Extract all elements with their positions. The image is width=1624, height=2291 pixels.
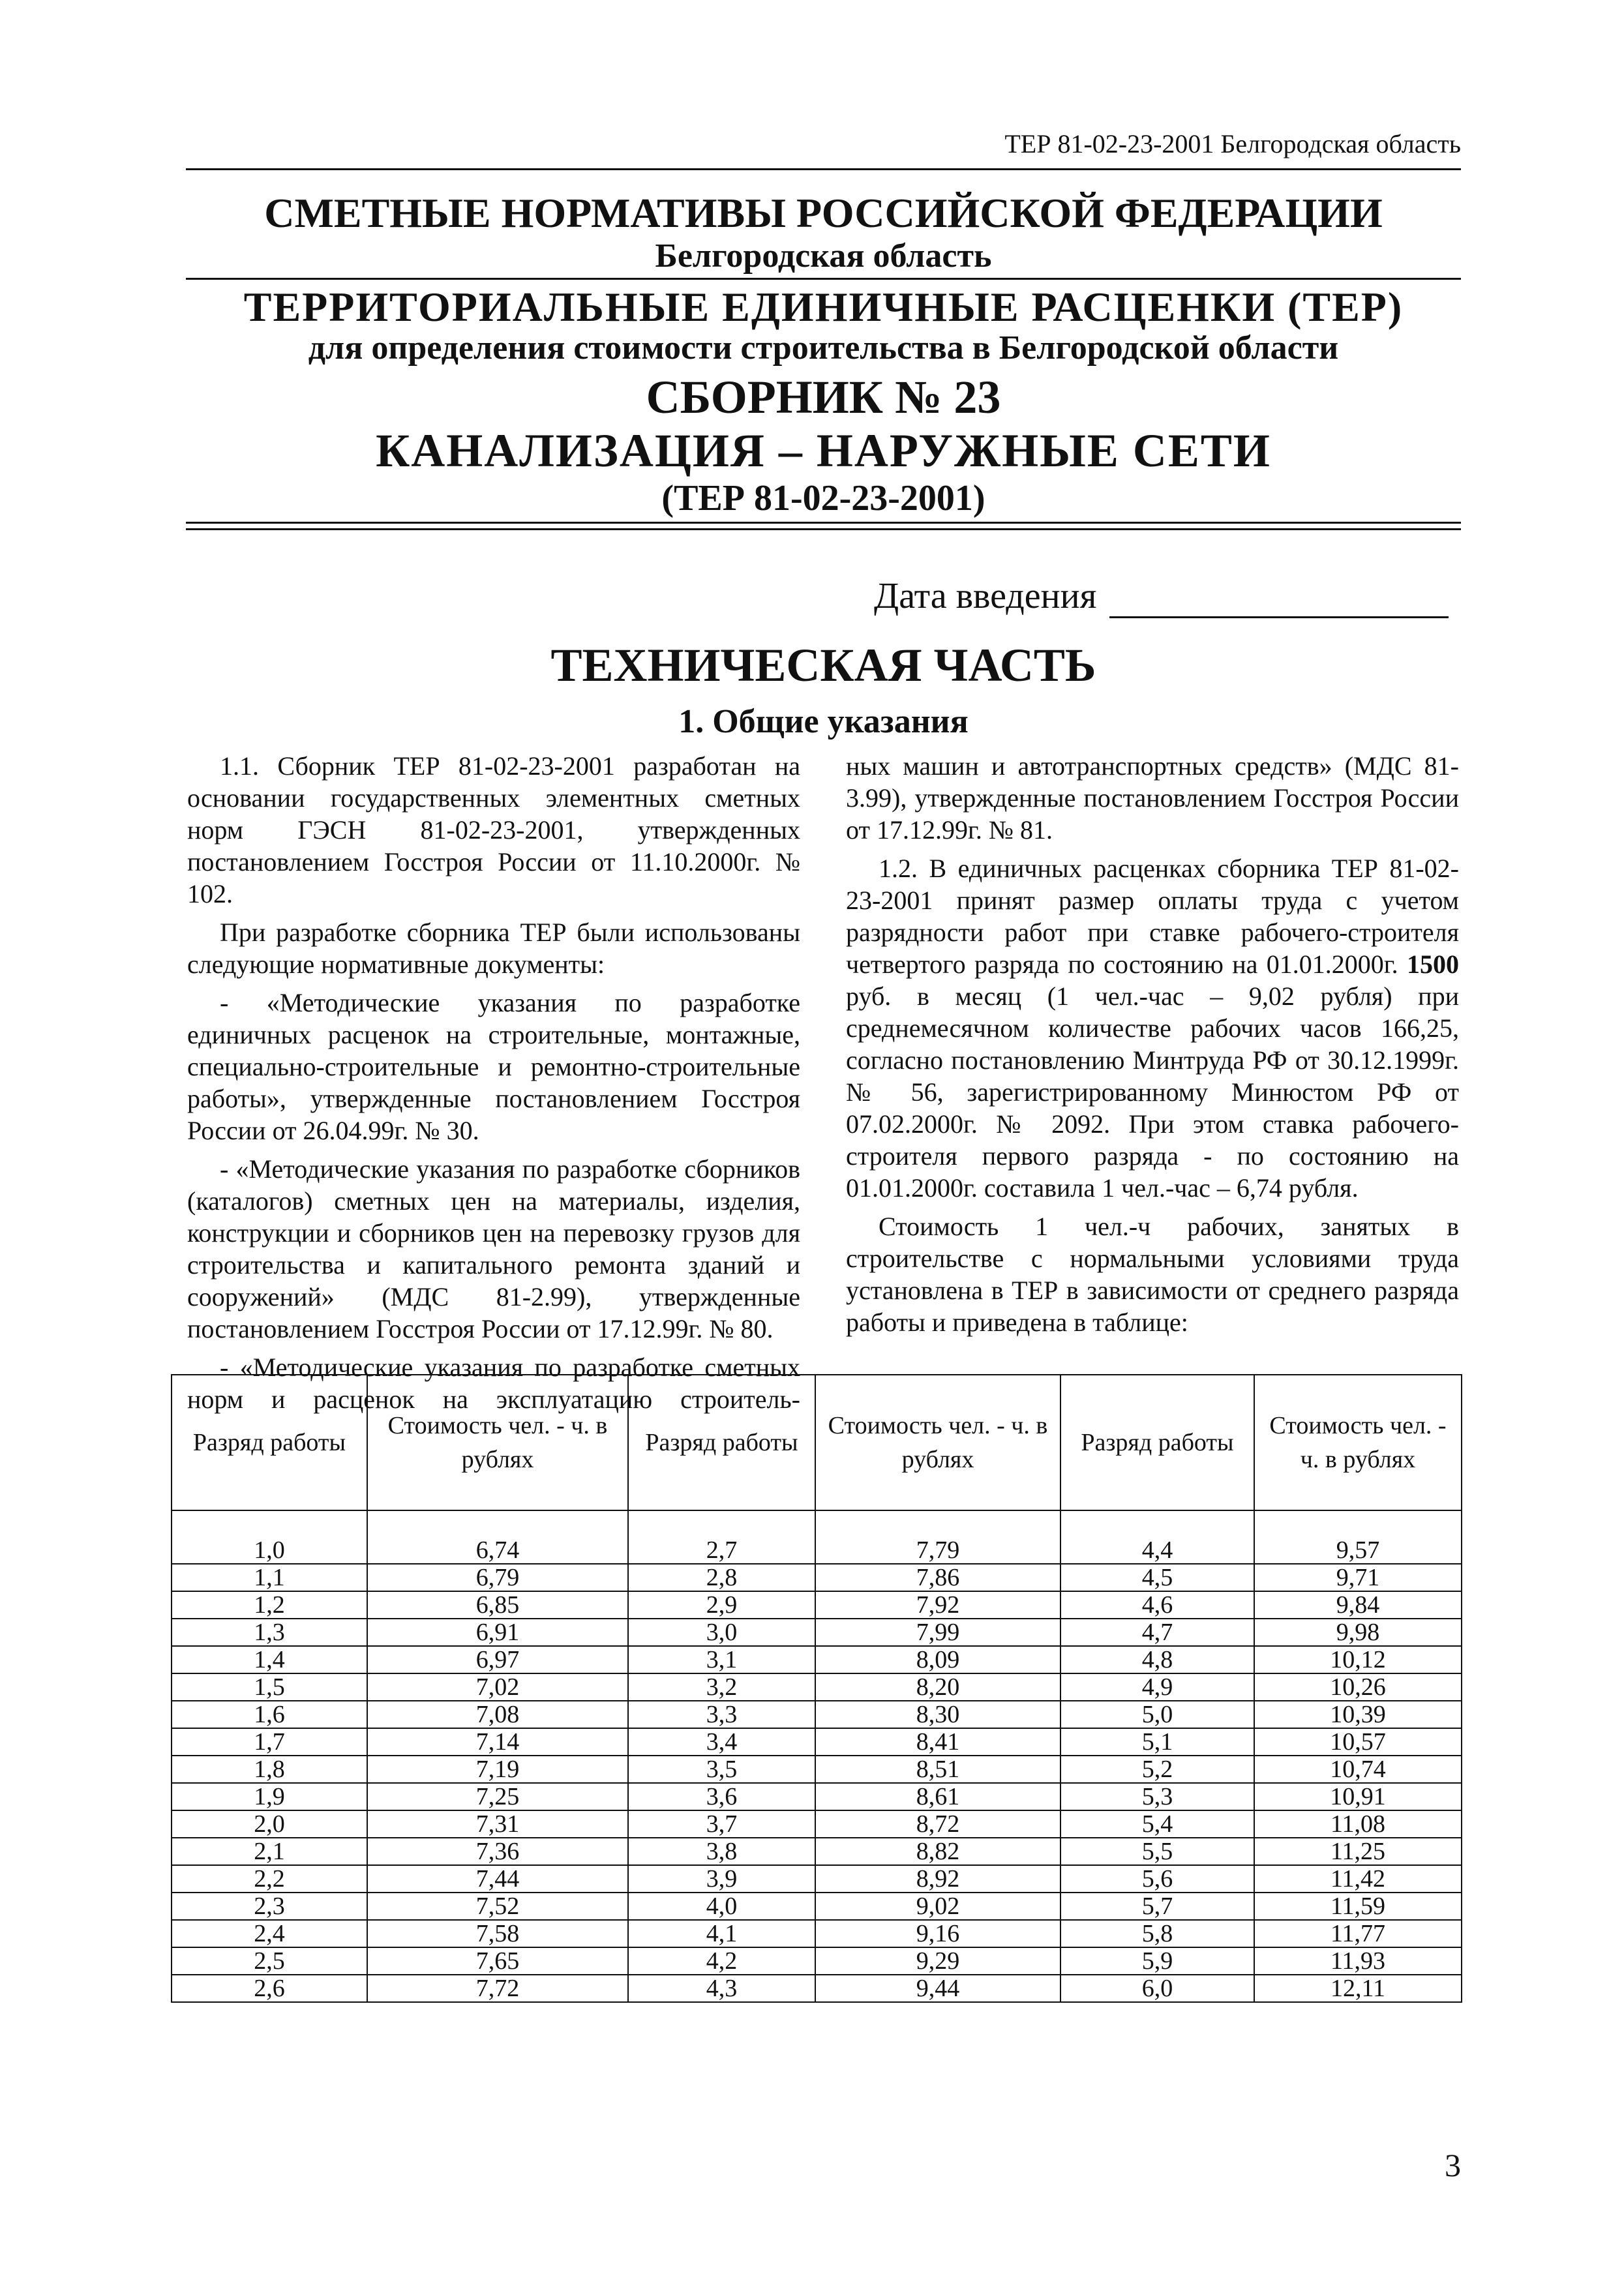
cost-cell: 10,91 (1254, 1783, 1462, 1810)
grade-cell: 2,9 (628, 1591, 815, 1619)
column-header: Разряд работы (172, 1375, 367, 1510)
salary-amount: 1500 (1407, 950, 1460, 979)
grade-cell: 1,1 (172, 1564, 367, 1591)
cost-cell: 11,08 (1254, 1810, 1462, 1838)
table-row (172, 1838, 1462, 1865)
paragraph: - «Методические указания по разработке сметных норм и расценок на эксплуатацию строитель- (187, 1353, 800, 1414)
title-subject: КАНАЛИЗАЦИЯ – НАРУЖНЫЕ СЕТИ (376, 425, 1271, 477)
column-header: Стоимость чел. - ч. в рублях (815, 1375, 1060, 1510)
cost-cell: 8,41 (815, 1728, 1060, 1756)
table-header-row (172, 1375, 1462, 1510)
grade-cell: 2,2 (172, 1865, 367, 1893)
grade-cell: 1,4 (172, 1646, 367, 1673)
grade-cell: 3,9 (628, 1865, 815, 1893)
grade-cell: 2,4 (172, 1920, 367, 1947)
table-row (172, 1893, 1462, 1920)
grade-cell: 4,9 (1060, 1673, 1254, 1701)
cost-cell: 8,20 (815, 1673, 1060, 1701)
title-ter: ТЕРРИТОРИАЛЬНЫЕ ЕДИНИЧНЫЕ РАСЦЕНКИ (ТЕР) (243, 284, 1404, 330)
cost-cell: 10,26 (1254, 1673, 1462, 1701)
grade-cell: 5,7 (1060, 1893, 1254, 1920)
cost-cell: 8,30 (815, 1701, 1060, 1728)
cost-cell: 7,25 (367, 1783, 628, 1810)
grade-cell: 1,5 (172, 1673, 367, 1701)
table-row (172, 1783, 1462, 1810)
grade-cell: 5,9 (1060, 1947, 1254, 1975)
cost-cell: 8,51 (815, 1756, 1060, 1783)
cost-cell: 7,02 (367, 1673, 628, 1701)
grade-cell: 5,1 (1060, 1728, 1254, 1756)
cost-cell: 6,79 (367, 1564, 628, 1591)
grade-cell: 5,0 (1060, 1701, 1254, 1728)
table-row (172, 1564, 1462, 1591)
cost-cell: 8,09 (815, 1646, 1060, 1673)
grade-cell: 3,1 (628, 1646, 815, 1673)
text-column-right (846, 750, 1459, 1345)
table-row (172, 1947, 1462, 1975)
table-row (172, 1810, 1462, 1838)
cost-cell: 7,86 (815, 1564, 1060, 1591)
paragraph: - «Методические указания по разработке единичных расценок на строительные, монтажные, специально-строительные и ремонтно-строительные работы», утвержденные постановлением Госстроя России от 26.04.99г. № 30. (187, 988, 800, 1145)
table-row (172, 1865, 1462, 1893)
grade-cell: 1,9 (172, 1783, 367, 1810)
grade-cell: 5,2 (1060, 1756, 1254, 1783)
title-collection: СБОРНИК № 23 (646, 371, 1001, 423)
title-code: (ТЕР 81-02-23-2001) (661, 478, 985, 518)
grade-cell: 2,6 (172, 1975, 367, 2002)
intro-date-label: Дата введения (874, 576, 1097, 616)
grade-cell: 3,7 (628, 1810, 815, 1838)
cost-cell: 9,16 (815, 1920, 1060, 1947)
region-rule (186, 278, 1461, 280)
grade-cell: 4,7 (1060, 1619, 1254, 1646)
table-row (172, 1673, 1462, 1701)
grade-cell: 4,3 (628, 1975, 815, 2002)
cost-cell: 6,85 (367, 1591, 628, 1619)
column-header: Стоимость чел. - ч. в рублях (367, 1375, 628, 1510)
cost-cell: 10,74 (1254, 1756, 1462, 1783)
cost-cell: 7,92 (815, 1591, 1060, 1619)
grade-cell: 1,3 (172, 1619, 367, 1646)
grade-cell: 1,0 (172, 1537, 367, 1564)
grade-cell: 1,8 (172, 1756, 367, 1783)
cost-cell: 7,99 (815, 1619, 1060, 1646)
section-title: 1. Общие указания (678, 703, 969, 740)
table-row (172, 1619, 1462, 1646)
grade-cell: 4,0 (628, 1893, 815, 1920)
cost-cell: 10,39 (1254, 1701, 1462, 1728)
cost-cell: 8,61 (815, 1783, 1060, 1810)
grade-cell: 1,7 (172, 1728, 367, 1756)
cost-cell: 7,19 (367, 1756, 628, 1783)
grade-cell: 2,0 (172, 1810, 367, 1838)
column-header: Стоимость чел. - ч. в рублях (1254, 1375, 1462, 1510)
paragraph: 1.1. Сборник ТЕР 81-02-23-2001 разработан на основании государственных элементных сметных норм ГЭСН 81-02-23-2001, утвержденных постановлением Госстроя России от 11.10.2000г. № 102. (187, 751, 800, 908)
header-rule (186, 168, 1461, 170)
column-header: Разряд работы (628, 1375, 815, 1510)
cost-cell: 9,44 (815, 1975, 1060, 2002)
grade-cell: 4,1 (628, 1920, 815, 1947)
cost-cell: 7,31 (367, 1810, 628, 1838)
title-double-rule-bottom (186, 528, 1461, 530)
page-number: 3 (1445, 2147, 1461, 2183)
cost-cell: 7,79 (815, 1537, 1060, 1564)
grade-cell: 4,5 (1060, 1564, 1254, 1591)
grade-cell: 3,8 (628, 1838, 815, 1865)
tech-part-title: ТЕХНИЧЕСКАЯ ЧАСТЬ (550, 639, 1096, 691)
intro-date-blank (1109, 585, 1449, 618)
table-row (172, 1591, 1462, 1619)
paragraph-1-2 (846, 852, 1459, 1204)
cost-cell: 11,25 (1254, 1838, 1462, 1865)
grade-cell: 5,6 (1060, 1865, 1254, 1893)
cost-cell: 11,77 (1254, 1920, 1462, 1947)
grade-cell: 2,8 (628, 1564, 815, 1591)
title-region: Белгородская область (655, 237, 992, 275)
text-span: 1.2. В единичных расценках сборника ТЕР 81-02-23-2001 принят размер оплаты труда с учетом разрядности работ при ставке рабочего-строителя четвертого разряда по состоянию на 01.01.2000г. (846, 854, 1459, 979)
grade-cell: 1,6 (172, 1701, 367, 1728)
paragraph: - «Методические указания по разработке сборников (каталогов) сметных цен на материалы, изделия, конструкции и сборников цен на перевозку грузов для строительства и капитального ремонта зданий и сооружений» (МДС 81-2.99), утвержденные постановлением Госстроя России от 17.12.99г. № 80. (187, 1154, 800, 1343)
cost-cell: 11,42 (1254, 1865, 1462, 1893)
column-header: Разряд работы (1060, 1375, 1254, 1510)
cost-cell: 9,02 (815, 1893, 1060, 1920)
cost-cell: 8,82 (815, 1838, 1060, 1865)
table-row (172, 1920, 1462, 1947)
paragraph: При разработке сборника ТЕР были использованы следующие нормативные документы: (187, 918, 800, 979)
cost-cell: 9,29 (815, 1947, 1060, 1975)
grade-cell: 2,3 (172, 1893, 367, 1920)
cost-cell: 7,72 (367, 1975, 628, 2002)
title-standards: СМЕТНЫЕ НОРМАТИВЫ РОССИЙСКОЙ ФЕДЕРАЦИИ (264, 190, 1383, 236)
grade-cell: 3,2 (628, 1673, 815, 1701)
grade-cell: 4,2 (628, 1947, 815, 1975)
table-row (172, 1728, 1462, 1756)
cost-cell: 8,92 (815, 1865, 1060, 1893)
table-row (172, 1756, 1462, 1783)
paragraph: Стоимость 1 чел.-ч рабочих, занятых в строительстве с нормальными условиями труда установлена в ТЕР в зависимости от среднего разряда работы и приведена в таблице: (846, 1212, 1459, 1337)
title-double-rule-top (186, 522, 1461, 524)
table-row (172, 1646, 1462, 1673)
grade-cell: 3,5 (628, 1756, 815, 1783)
cost-cell: 11,59 (1254, 1893, 1462, 1920)
cost-cell: 12,11 (1254, 1975, 1462, 2002)
grade-cell: 1,2 (172, 1591, 367, 1619)
grade-cell: 5,5 (1060, 1838, 1254, 1865)
table-row (172, 1701, 1462, 1728)
cost-cell: 8,72 (815, 1810, 1060, 1838)
cost-cell: 7,14 (367, 1728, 628, 1756)
grade-cell: 3,6 (628, 1783, 815, 1810)
grade-cell: 6,0 (1060, 1975, 1254, 2002)
cost-cell: 7,65 (367, 1947, 628, 1975)
grade-cell: 5,8 (1060, 1920, 1254, 1947)
grade-cell: 4,8 (1060, 1646, 1254, 1673)
grade-cell: 3,3 (628, 1701, 815, 1728)
cost-cell: 7,44 (367, 1865, 628, 1893)
grade-cell: 2,5 (172, 1947, 367, 1975)
grade-cell: 3,0 (628, 1619, 815, 1646)
cost-cell: 9,98 (1254, 1619, 1462, 1646)
intro-date (874, 574, 1461, 618)
grade-cell: 2,7 (628, 1537, 815, 1564)
cost-cell: 10,57 (1254, 1728, 1462, 1756)
cost-cell: 6,97 (367, 1646, 628, 1673)
text-column-left (187, 750, 800, 1414)
table-spacer-row (172, 1510, 1462, 1537)
cost-cell: 7,52 (367, 1893, 628, 1920)
grade-cell: 2,1 (172, 1838, 367, 1865)
cost-cell: 6,74 (367, 1537, 628, 1564)
table-row (172, 1537, 1462, 1564)
grade-cell: 5,3 (1060, 1783, 1254, 1810)
grade-cell: 4,4 (1060, 1537, 1254, 1564)
running-header: ТЕР 81-02-23-2001 Белгородская область (1004, 129, 1461, 158)
paragraph: ных машин и автотранспортных средств» (МДС 81-3.99), утвержденные постановлением Госстроя России от 17.12.99г. № 81. (846, 751, 1459, 845)
text-span: руб. в месяц (1 чел.-час – 9,02 рубля) при среднемесячном количестве рабочих часов 166,25, согласно постановлению Минтруда РФ от 30.12.1999г. № 56, зарегистрированному Минюстом РФ от 07.02.2000г. № 2092. При этом ставка рабочего-строителя первого разряда - по состоянию на 01.01.2000г. составила 1 чел.-час – 6,74 рубля. (846, 981, 1459, 1203)
grade-cell: 4,6 (1060, 1591, 1254, 1619)
title-purpose: для определения стоимости строительства в Белгородской области (308, 329, 1339, 367)
cost-cell: 9,84 (1254, 1591, 1462, 1619)
table-body (172, 1510, 1462, 2002)
cost-cell: 10,12 (1254, 1646, 1462, 1673)
cost-cell: 7,36 (367, 1838, 628, 1865)
rate-table (171, 1374, 1462, 2003)
grade-cell: 3,4 (628, 1728, 815, 1756)
cost-cell: 6,91 (367, 1619, 628, 1646)
cost-cell: 11,93 (1254, 1947, 1462, 1975)
cost-cell: 9,57 (1254, 1537, 1462, 1564)
cost-cell: 9,71 (1254, 1564, 1462, 1591)
grade-cell: 5,4 (1060, 1810, 1254, 1838)
cost-cell: 7,08 (367, 1701, 628, 1728)
table-row (172, 1975, 1462, 2002)
cost-cell: 7,58 (367, 1920, 628, 1947)
